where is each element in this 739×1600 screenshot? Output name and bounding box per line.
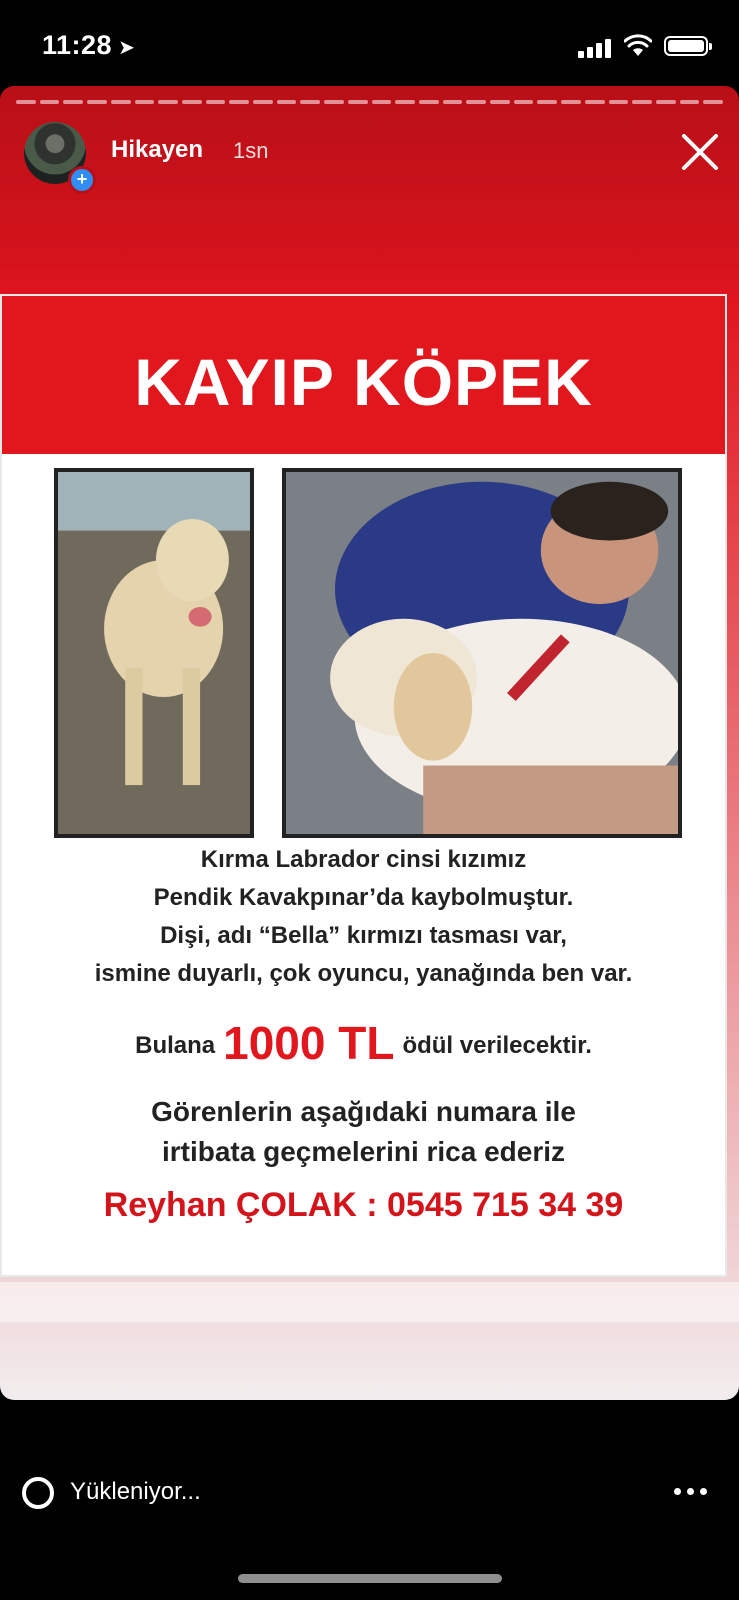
contact-phone: Reyhan ÇOLAK : 0545 715 34 39 (103, 1186, 624, 1224)
story-viewer[interactable] (0, 86, 739, 1400)
poster-title: KAYIP KÖPEK (134, 345, 593, 419)
story-progress-segment (182, 100, 202, 104)
location-arrow-icon: ➤ (118, 37, 136, 59)
story-progress-segment (158, 100, 178, 104)
request-line-1: Görenlerin aşağıdaki numara ile (151, 1096, 576, 1127)
story-progress-segment (372, 100, 392, 104)
reward-line (2, 1016, 725, 1070)
story-progress-segment (703, 100, 723, 104)
story-username[interactable]: Hikayen (111, 136, 204, 163)
story-progress-segment (537, 100, 557, 104)
status-bar (0, 0, 739, 88)
poster-text-line: Pendik Kavakpınar’da kaybolmuştur. (153, 884, 574, 911)
close-icon[interactable] (678, 130, 722, 174)
story-progress-segment (348, 100, 368, 104)
story-progress-segment (419, 100, 439, 104)
story-progress-segment (40, 100, 60, 104)
story-progress-segment (16, 100, 36, 104)
lost-dog-poster (0, 294, 727, 1277)
story-progress-segment (135, 100, 155, 104)
dog-and-boy-photo (282, 468, 682, 838)
reward-amount: 1000 TL (223, 1017, 395, 1069)
story-progress-segment (680, 100, 700, 104)
home-indicator[interactable] (238, 1574, 502, 1583)
wifi-icon (624, 34, 652, 58)
story-age: 1sn (233, 138, 269, 163)
story-progress-segment (277, 100, 297, 104)
story-progress-segment (253, 100, 273, 104)
loading-text: Yükleniyor... (70, 1478, 201, 1505)
story-progress-segment (632, 100, 652, 104)
story-progress-bar (16, 100, 723, 104)
story-progress-segment (324, 100, 344, 104)
story-progress-segment (585, 100, 605, 104)
story-progress-segment (206, 100, 226, 104)
cellular-signal-icon (578, 38, 614, 58)
more-options-icon[interactable] (674, 1488, 708, 1496)
story-progress-segment (300, 100, 320, 104)
poster-text-line: Dişi, adı “Bella” kırmızı tasması var, (160, 922, 567, 949)
reward-prefix: Bulana (135, 1032, 216, 1059)
story-progress-segment (514, 100, 534, 104)
story-progress-segment (63, 100, 83, 104)
status-time: 11:28 ➤ (42, 30, 136, 60)
reward-suffix: ödül verilecektir. (402, 1032, 592, 1059)
story-progress-segment (656, 100, 676, 104)
story-progress-segment (609, 100, 629, 104)
poster-text-line: Kırma Labrador cinsi kızımız (200, 846, 527, 873)
story-progress-segment (229, 100, 249, 104)
story-progress-segment (443, 100, 463, 104)
story-progress-segment (466, 100, 486, 104)
add-story-icon[interactable]: + (68, 166, 96, 194)
story-bottom-strip (0, 1282, 739, 1322)
battery-icon (664, 36, 708, 56)
request-line-2: irtibata geçmelerini rica ederiz (161, 1136, 566, 1167)
story-progress-segment (561, 100, 581, 104)
story-progress-segment (111, 100, 131, 104)
loading-spinner-icon (22, 1477, 54, 1509)
poster-header (2, 296, 725, 454)
dog-photo-beach (54, 468, 254, 838)
poster-text-line: ismine duyarlı, çok oyuncu, yanağında ben var. (94, 960, 633, 987)
story-progress-segment (87, 100, 107, 104)
story-progress-segment (490, 100, 510, 104)
story-progress-segment (395, 100, 415, 104)
